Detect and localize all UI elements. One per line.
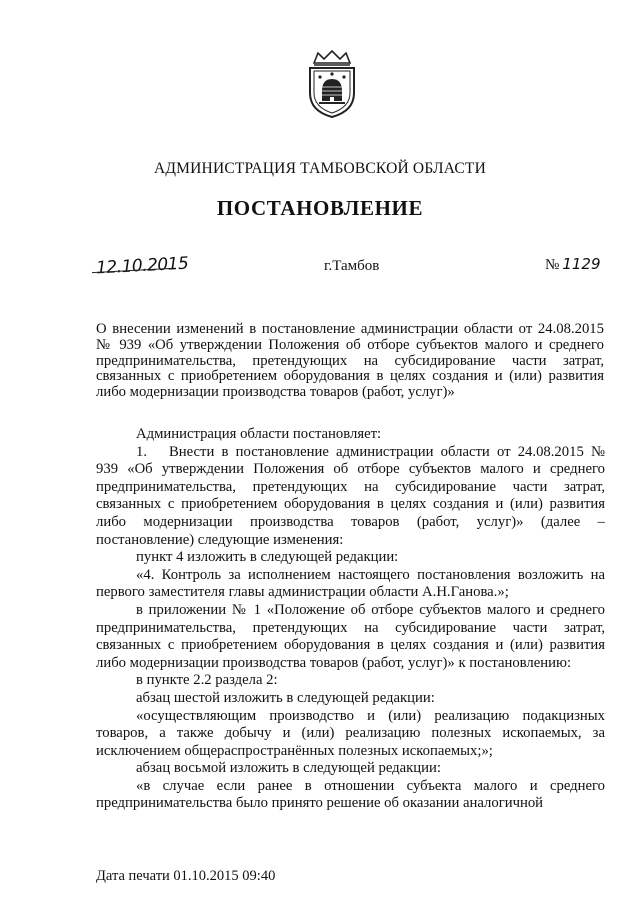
body-paragraph: абзац шестой изложить в следующей редакции: — [136, 689, 435, 706]
document-city: г.Тамбов — [324, 258, 380, 274]
number-value: 1129 — [562, 255, 601, 273]
print-date: Дата печати 01.10.2015 09:40 — [96, 868, 276, 884]
tambov-coat-of-arms-icon — [304, 49, 360, 119]
organization-name: АДМИНИСТРАЦИЯ ТАМБОВСКОЙ ОБЛАСТИ — [154, 160, 486, 177]
body-paragraph: пункт 4 изложить в следующей редакции: — [136, 549, 399, 566]
body-paragraph: абзац восьмой изложить в следующей редакции: — [136, 760, 441, 777]
document-title: О внесении изменений в постановление администрации области от 24.08.2015 № 939 «Об утверждении Положения об отборе субъектов малого и среднего предпринимательства, претендующих на субсидирование части затрат, связанных с приобретением оборудования в целях создания и (или) развития либо модернизации производства товаров (работ, услуг)» — [96, 321, 604, 401]
document-number — [545, 255, 601, 274]
item-number: 1. — [136, 443, 148, 460]
body-paragraph: «4. Контроль за исполнением настоящего постановления возложить на первого заместителя главы администрации области А.Н.Ганова.»; — [96, 566, 605, 601]
body-paragraph: «осуществляющим производство и (или) реализацию подакцизных товаров, а также добычу и (или) реализацию полезных ископаемых, за исключением общераспространённых полезных ископаемых;»; — [96, 707, 605, 759]
body-paragraph: в приложении № 1 «Положение об отборе субъектов малого и среднего предпринимательства, претендующих на субсидирование части затрат, связанных с приобретением оборудования в целях создания и (или) развития либо модернизации производства товаров (работ, услуг)» к постановлению: — [96, 601, 605, 671]
document-date: 12.10.2015 — [95, 253, 189, 279]
body-paragraph: в пункте 2.2 раздела 2: — [136, 672, 278, 689]
document-type: ПОСТАНОВЛЕНИЕ — [216, 196, 424, 220]
document-body — [96, 426, 605, 813]
item-text: Внести в постановление администрации области от 24.08.2015 № 939 «Об утверждении Положения об отборе субъектов малого и среднего предпринимательства, претендующих на субсидирование части затрат, связанных с приобретением оборудования в целях создания и (или) развития либо модернизации производства товаров (работ, услуг)» (далее – постановление) следующие изменения: — [96, 443, 605, 548]
body-paragraph: «в случае если ранее в отношении субъекта малого и среднего предпринимательства было принято решение об оказании аналогичной — [96, 777, 605, 812]
body-item-1 — [96, 444, 605, 550]
body-intro: Администрация области постановляет: — [136, 426, 382, 442]
number-prefix: № — [545, 257, 560, 273]
